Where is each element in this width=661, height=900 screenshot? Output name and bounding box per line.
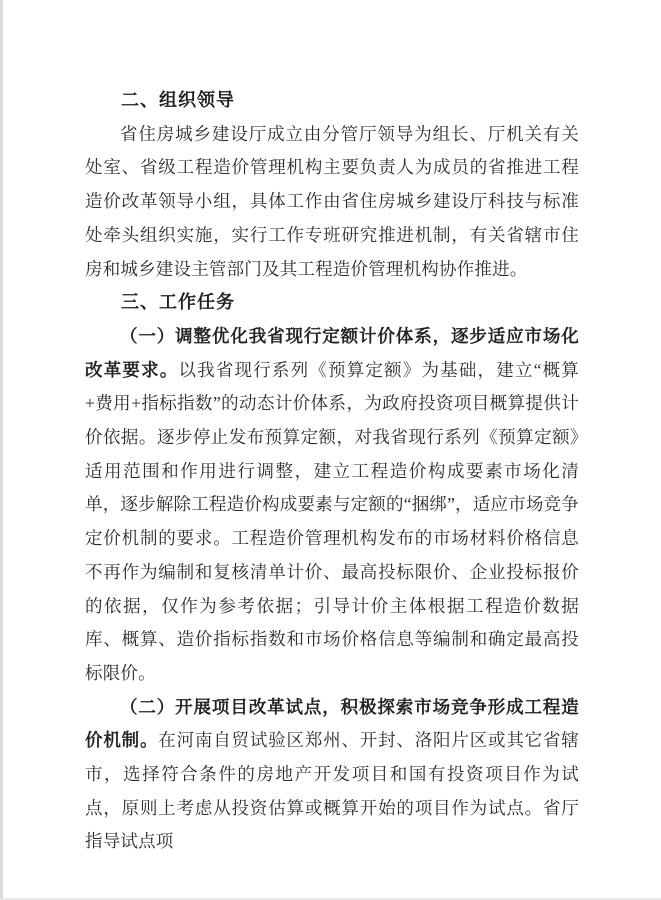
section-heading: 二、组织领导 (121, 90, 235, 110)
paragraph (85, 118, 579, 287)
paragraph (85, 691, 579, 860)
paragraph-body-text: 省住房城乡建设厅成立由分管厅领导为组长、厅机关有关处室、省级工程造价管理机构主要负责人为成员的省推进工程造价改革领导小组，具体工作由省住房城乡建设厅科技与标准处牵头组织实施，实行工作专班研究推进机制，有关省辖市住房和城乡建设主管部门及其工程造价管理机构协作推进。 (85, 123, 579, 279)
section-heading: 三、工作任务 (121, 292, 235, 313)
paragraph (85, 320, 579, 691)
paragraph-body-text: 以我省现行系列《预算定额》为基础，建立“概算+费用+指标指数”的动态计价体系，为政府投资项目概算提供计价依据。逐步停止发布预算定额，对我省现行系列《预算定额》适用范围和作用进行调整，建立工程造价构成要素市场化清单，逐步解除工程造价构成要素与定额的“捆绑”，适应市场竞争定价机制的要求。工程造价管理机构发布的市场材料价格信息不再作为编制和复核清单计价、最高投标限价、企业投标报价的依据，仅作为参考依据；引导计价主体根据工程造价数据库、概算、造价指标指数和市场价格信息等编制和确定最高投标限价。 (85, 359, 579, 683)
document-content (85, 84, 579, 859)
paragraph-body-text: 在河南自贸试验区郑州、开封、洛阳片区或其它省辖市，选择符合条件的房地产开发项目和国有投资项目作为试点，原则上考虑从投资估算或概算开始的项目作为试点。省厅指导试点项 (85, 730, 579, 852)
paragraph-lead-sentence: （二）开展项目改革试点，积极探索市场竞争形成工程造价机制。 (85, 696, 579, 751)
paragraph-lead-sentence: （一）调整优化我省现行定额计价体系，逐步适应市场化改革要求。 (85, 325, 579, 380)
page-left-edge (0, 0, 3, 900)
